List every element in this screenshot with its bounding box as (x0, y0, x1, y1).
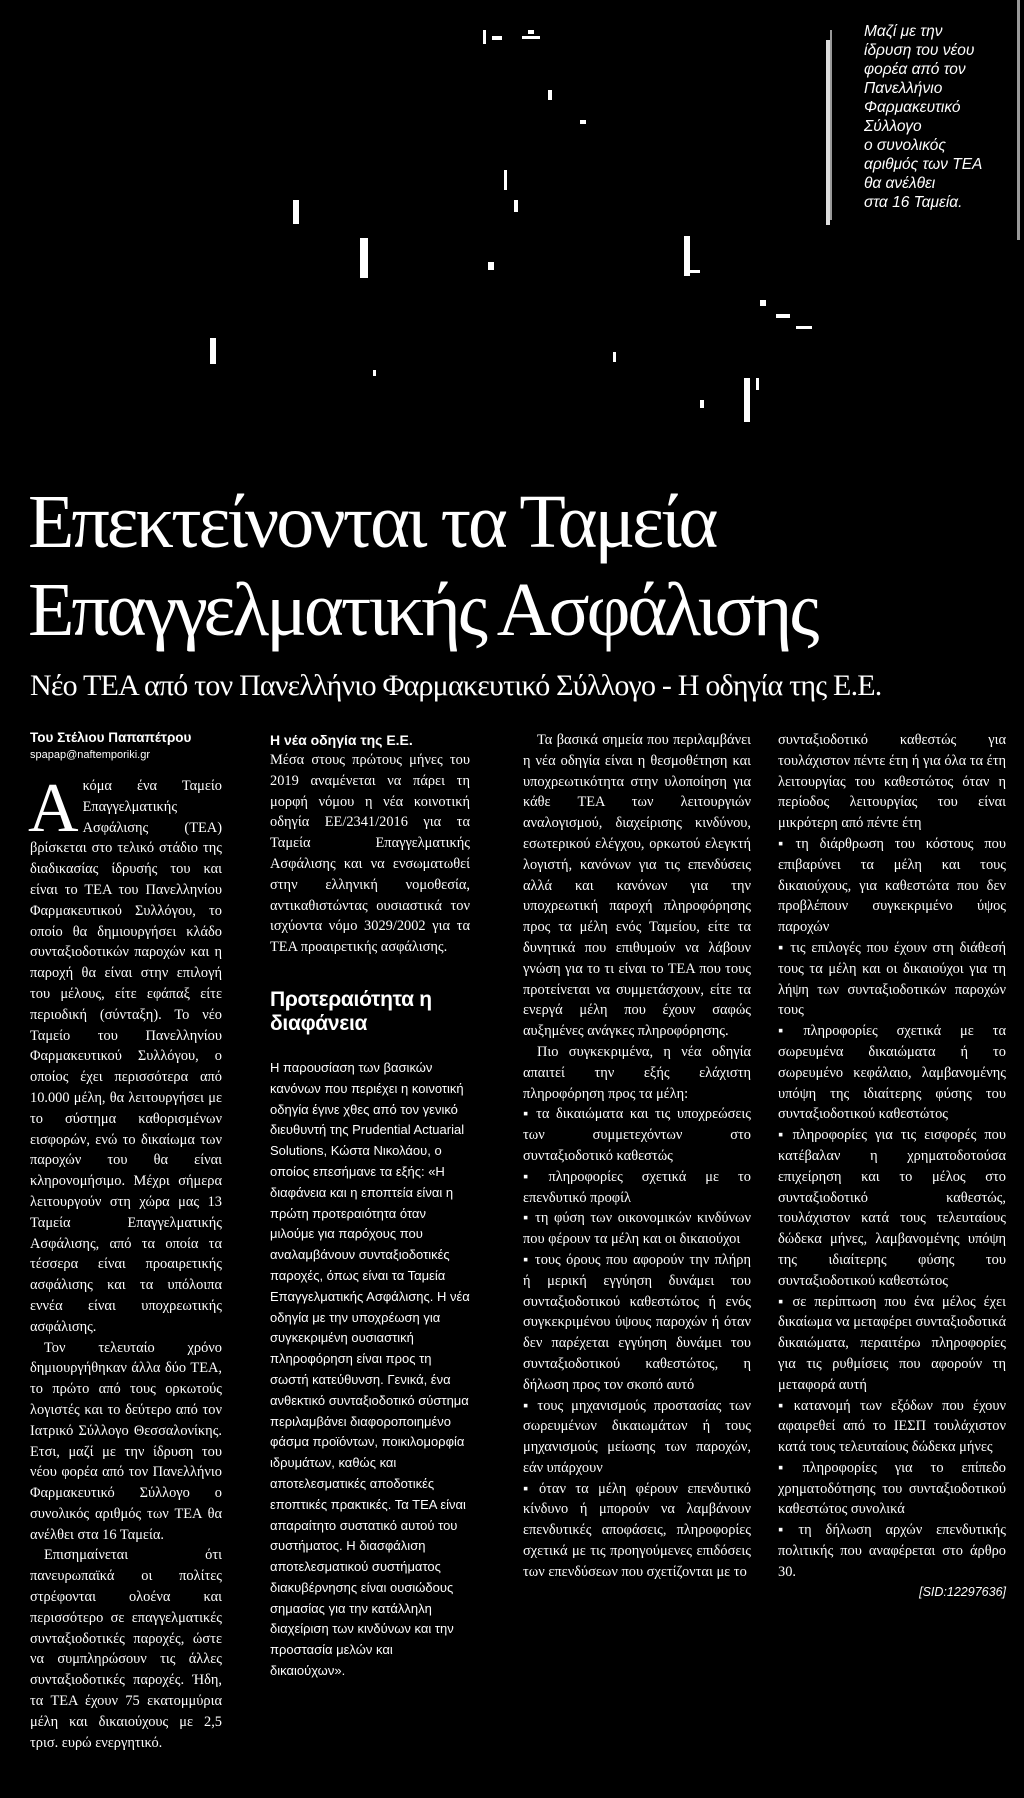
list-item: ▪ τη διάρθρωση του κόστους που επιβαρύνει τα μέλη και τους δικαιούχους, για καθεστώτα που δεν προβλέπουν συγκεκριμένο ύψος παροχών (778, 834, 1006, 938)
column-1 (30, 730, 222, 1753)
list-item: ▪ κατανομή των εξόδων που έχουν αφαιρεθεί από το ΙΕΣΠ τουλάχιστον κατά τους τελευταίους δώδεκα μήνες (778, 1396, 1006, 1458)
list-item: ▪ τη δήλωση αρχών επενδυτικής πολιτικής που αναφέρεται στο άρθρο 30. (778, 1520, 1006, 1582)
list-item: ▪ τα δικαιώματα και τις υποχρεώσεις των συμμετεχόντων στο συνταξιοδοτικό καθεστώς (523, 1104, 751, 1166)
photo-caption: Μαζί με την ίδρυση του νέου φορέα από τον Πανελλήνιο Φαρμακευτικό Σύλλογο ο συνολικός αριθμός των ΤΕΑ θα ανέλθει στα 16 Ταμεία. (864, 23, 983, 211)
lead-paragraph-text: κόμα ένα Ταμείο Επαγγελματικής Ασφάλισης (ΤΕΑ) βρίσκεται στο τελικό στάδιο της διαδικασίας ίδρυσής του και είναι το ΤΕΑ του Πανελληνίου Φαρμακευτικού Συλλόγου, το οποίο θα δημιουργήσει κλάδο συνταξιοδοτικών παροχών και η παροχή θα είναι στην επιλογή του μέλους, είτε εφάπαξ είτε περιοδική (σύνταξη). Το νέο Ταμείο του Πανελληνίου Φαρμακευτικού Συλλόγου, ο οποίος έχει περισσότερα από 10.000 μέλη, θα λειτουργήσει με το σύστημα καθορισμένων εισφορών, ενώ το δικαίωμα των παροχών του θα είναι κληρονομήσιμο. Μέχρι σήμερα λειτουργούν στη χώρα μας 13 Ταμεία Επαγγελματικής Ασφάλισης, από τα οποία τα τέσσερα είναι προαιρετικής ασφάλισης και τα υπόλοιπα εννέα είναι υποχρεωτικής ασφάλισης. (30, 778, 222, 1335)
paragraph: Μέσα στους πρώτους μήνες του 2019 αναμένεται να πάρει τη μορφή νόμου η νέα κοινοτική οδηγία ΕΕ/2341/2016 για τα Ταμεία Επαγγελματικής Ασφάλισης και να ενσωματωθεί στην ελληνική νομοθεσία, αντικαθιστώντας ουσιαστικά τον ισχύοντα νόμο 3029/2002 για τα ΤΕΑ προαιρετικής ασφάλισης. (270, 752, 470, 956)
paragraph: Τον τελευταίο χρόνο δημιουργήθηκαν άλλα δύο ΤΕΑ, το πρώτο από τους ορκωτούς λογιστές και το δεύτερο από τον Ιατρικό Σύλλογο Θεσσαλονίκης. Ετσι, μαζί με την ίδρυση του νέου φορέα από τον Πανελλήνιο Φαρμακευτικό Σύλλογο ο συνολικός αριθμός των ΤΕΑ θα ανέλθει στα 16 Ταμεία. (30, 1339, 222, 1543)
column-1-body (28, 770, 222, 1753)
section-heading-transparency: Προτεραιότητα η διαφάνεια (270, 987, 432, 1035)
list-item: ▪ σε περίπτωση που ένα μέλος έχει δικαίωμα να μεταφέρει συνταξιοδοτικά δικαιώματα, περαιτέρω πληροφορίες για τις ρυθμίσεις που αφορούν τη μεταφορά αυτή (778, 1292, 1006, 1396)
article-headline: Επεκτείνονται τα Ταμεία Επαγγελματικής Ασφάλισης (28, 480, 817, 652)
column-2 (270, 730, 470, 1682)
paragraph: Πιο συγκεκριμένα, η νέα οδηγία απαιτεί την εξής ελάχιστη πληροφόρηση προς τα μέλη: (523, 1043, 751, 1102)
paragraph: συνταξιοδοτικό καθεστώς για τουλάχιστον πέντε έτη ή για όλα τα έτη λειτουργίας του καθεστώτος όταν η περίοδος λειτουργίας του είναι μικρότερη από πέντε έτη (778, 732, 1006, 832)
column-2-body (270, 750, 470, 958)
document-id: [SID:12297636] (919, 1584, 1006, 1599)
byline-email: spapap@naftemporiki.gr (30, 749, 151, 761)
list-item: ▪ τους μηχανισμούς προστασίας των σωρευμένων δικαιωμάτων ή τους μηχανισμούς μείωσης των παροχών, εάν υπάρχουν (523, 1396, 751, 1479)
caption-divider (826, 40, 830, 225)
byline-author: Του Στέλιου Παπαπέτρου (30, 730, 192, 745)
quote-paragraph: Η παρουσίαση των βασικών κανόνων που περιέχει η κοινοτική οδηγία έγινε χθες από τον γενικό διευθυντή της Prudential Actuarial Solutions, Κώστα Νικολάου, ο οποίος επεσήμανε τα εξής: «Η διαφάνεια και η εποπτεία είναι η πρώτη προτεραιότητα όταν μιλούμε για παρόχους που αναλαμβάνουν συνταξιοδοτικές παροχές, όπως είναι τα Ταμεία Επαγγελματικής Ασφάλισης. Η νέα οδηγία με την υποχρέωση για συγκεκριμένη ουσιαστική πληροφόρηση είναι προς τη σωστή κατεύθυνση. Γενικά, ένα ανθεκτικό συνταξιοδοτικό σύστημα περιλαμβάνει διαφοροποιημένο φάσμα προϊόντων, ποικιλομορφία ιδρυμάτων, καθώς και αποτελεσματικές αποδοτικές εποπτικές πρακτικές. Τα ΤΕΑ είναι απαραίτητο συστατικό αυτού του συστήματος. Η διασφάλιση αποτελεσματικού συστήματος διακυβέρνησης είναι ουσιώδους σημασίας για την κατάλληλη διαχείριση των κινδύνων και την προστασία μελών και δικαιούχων». (270, 1059, 470, 1679)
article-photo (0, 0, 1024, 470)
list-item: ▪ τη φύση των οικονομικών κινδύνων που φέρουν τα μέλη και οι δικαιούχοι (523, 1208, 751, 1250)
requirements-list (523, 1104, 751, 1582)
column-4-body (778, 730, 1006, 834)
requirements-list-continued (778, 834, 1006, 1583)
list-item: ▪ όταν τα μέλη φέρουν επενδυτικό κίνδυνο ή μπορούν να λαμβάνουν επενδυτικές αποφάσεις, πληροφορίες σχετικά με τις προηγούμενες επιδόσεις των επενδύσεων που σχετίζονται με το (523, 1479, 751, 1583)
column-4 (778, 730, 1006, 1599)
list-item: ▪ πληροφορίες σχετικά με το επενδυτικό προφίλ (523, 1167, 751, 1209)
paragraph: Τα βασικά σημεία που περιλαμβάνει η νέα οδηγία είναι η θεσμοθέτηση και υποχρεωτικότητα στην υλοποίηση για κάθε ΤΕΑ των λειτουργιών αναλογισμού, διαχείρισης κινδύνου, εσωτερικού ελέγχου, ορκωτού ελεγκτή λογιστή, κανόνων για τις επενδύσεις αλλά και κανόνων για την υποχρεωτική παροχή πληροφόρησης προς τα μέλη ενός Ταμείου, είτε τα δυνητικά που επιθυμούν να λάβουν γνώση για το τι είναι το ΤΕΑ που τους προτείνεται να συμμετάσχουν, είτε τα ενεργά μέλη που έχουν σαφώς αυξημένες ανάγκες πληροφόρησης. (523, 732, 751, 1040)
column-3-body (523, 730, 751, 1104)
section-heading-eu-directive: Η νέα οδηγία της Ε.Ε. (270, 732, 413, 748)
list-item: ▪ πληροφορίες για τις εισφορές που κατέβαλαν η χρηματοδοτούσα επιχείρηση και το μέλος στο συνταξιοδοτικό καθεστώς, τουλάχιστον κατά τους τελευταίους δώδεκα μήνες, λαμβανομένης υπόψη της ιδιαίτερης φύσης του συνταξιοδοτικού καθεστώτος (778, 1125, 1006, 1291)
list-item: ▪ τις επιλογές που έχουν στη διάθεσή τους τα μέλη και οι δικαιούχοι για τη λήψη των συνταξιοδοτικών παροχών τους (778, 938, 1006, 1021)
article-subheadline: Νέο ΤΕΑ από τον Πανελλήνιο Φαρμακευτικό Σύλλογο - Η οδηγία της Ε.Ε. (30, 669, 882, 702)
lead-paragraph (28, 770, 222, 1338)
paragraph: Επισημαίνεται ότι πανευρωπαϊκά οι πολίτες στρέφονται ολοένα και περισσότερο σε επαγγελματικές συνταξιοδοτικές παροχές, ώστε να συμπληρώσουν τις άλλες συνταξιοδοτικές παροχές. Ήδη, τα ΤΕΑ έχουν 75 εκατομμύρια μέλη και δικαιούχους με 2,5 τρισ. ευρώ ενεργητικό. (30, 1547, 222, 1751)
column-3 (523, 730, 751, 1583)
list-item: ▪ πληροφορίες σχετικά με τα σωρευμένα δικαιώματα ή το σωρευμένο κεφάλαιο, λαμβανομένης υπόψη της ιδιαίτερης φύσης του συνταξιοδοτικού καθεστώτος (778, 1021, 1006, 1125)
list-item: ▪ πληροφορίες για το επίπεδο χρηματοδότησης του συνταξιοδοτικού καθεστώτος συνολικά (778, 1458, 1006, 1520)
list-item: ▪ τους όρους που αφορούν την πλήρη ή μερική εγγύηση δυνάμει του συνταξιοδοτικού καθεστώτος ή ενός συγκεκριμένου ύψους παροχών ή όταν δεν παρέχεται εγγύηση δυνάμει του συνταξιοδοτικού καθεστώτος, η δήλωση προς τον σκοπό αυτό (523, 1250, 751, 1396)
drop-cap: Α (28, 770, 79, 847)
